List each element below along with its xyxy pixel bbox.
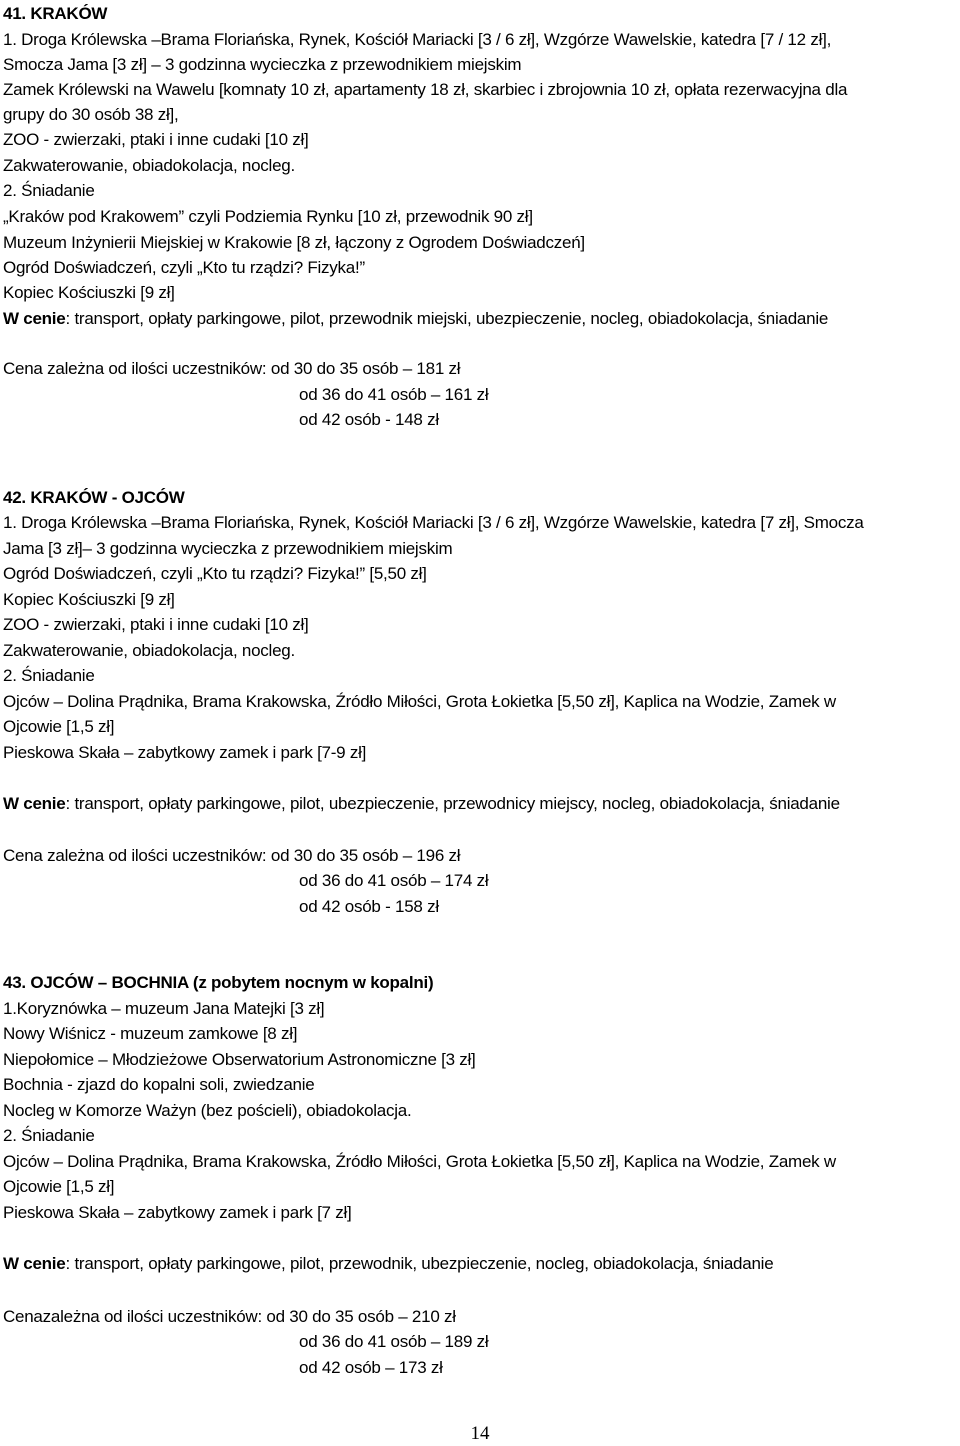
text-line: Kopiec Kościuszki [9 zł]	[3, 590, 175, 609]
price-includes-line	[3, 1252, 773, 1276]
text-line: Zakwaterowanie, obiadokolacja, nocleg.	[3, 641, 295, 660]
price-includes-line	[3, 792, 840, 816]
text-line: 2. Śniadanie	[3, 1126, 95, 1145]
text-line: ZOO - zwierzaki, ptaki i inne cudaki [10 zł]	[3, 615, 309, 634]
text-line: Ogród Doświadczeń, czyli „Kto tu rządzi? Fizyka!”	[3, 258, 365, 277]
text-line: Zamek Królewski na Wawelu [komnaty 10 zł, apartamenty 18 zł, skarbiec i zbrojownia 10 zł, opłata rezerwacyjna dla	[3, 80, 848, 99]
text-line: Niepołomice – Młodzieżowe Obserwatorium Astronomiczne [3 zł]	[3, 1050, 476, 1069]
price-includes-line	[3, 307, 828, 331]
price-includes-text: : transport, opłaty parkingowe, pilot, przewodnik miejski, ubezpieczenie, nocleg, obiadokolacja, śniadanie	[65, 309, 829, 328]
page-number: 14	[470, 1423, 490, 1444]
text-line: Zakwaterowanie, obiadokolacja, nocleg.	[3, 156, 295, 175]
text-line: 1.Koryznówka – muzeum Jana Matejki [3 zł]	[3, 999, 325, 1018]
cost-line: od 36 do 41 osób – 189 zł	[299, 1332, 489, 1351]
text-line: 1. Droga Królewska –Brama Floriańska, Rynek, Kościół Mariacki [3 / 6 zł], Wzgórze Wawelskie, katedra [7 / 12 zł],	[3, 30, 832, 49]
price-includes-text: : transport, opłaty parkingowe, pilot, przewodnik, ubezpieczenie, nocleg, obiadokolacja, śniadanie	[65, 1254, 774, 1273]
text-line: Pieskowa Skała – zabytkowy zamek i park [7-9 zł]	[3, 743, 367, 762]
cost-line: Cena zależna od ilości uczestników: od 30 do 35 osób – 181 zł	[3, 359, 461, 378]
cost-line: od 42 osób – 173 zł	[299, 1358, 443, 1377]
text-line: Ojcowie [1,5 zł]	[3, 717, 115, 736]
section-heading: 42. KRAKÓW - OJCÓW	[3, 488, 185, 507]
text-line: „Kraków pod Krakowem” czyli Podziemia Rynku [10 zł, przewodnik 90 zł]	[3, 207, 533, 226]
text-line: Jama [3 zł]– 3 godzinna wycieczka z przewodnikiem miejskim	[3, 539, 453, 558]
price-includes-text: : transport, opłaty parkingowe, pilot, ubezpieczenie, przewodnicy miejscy, nocleg, obiadokolacja, śniadanie	[65, 794, 840, 813]
text-line: Nowy Wiśnicz - muzeum zamkowe [8 zł]	[3, 1024, 298, 1043]
text-line: Ojcowie [1,5 zł]	[3, 1177, 115, 1196]
text-line: Bochnia - zjazd do kopalni soli, zwiedzanie	[3, 1075, 315, 1094]
text-line: Kopiec Kościuszki [9 zł]	[3, 283, 175, 302]
text-line: ZOO - zwierzaki, ptaki i inne cudaki [10 zł]	[3, 130, 309, 149]
cost-line: od 36 do 41 osób – 174 zł	[299, 871, 489, 890]
text-line: Nocleg w Komorze Ważyn (bez pościeli), obiadokolacja.	[3, 1101, 412, 1120]
section-heading: 43. OJCÓW – BOCHNIA (z pobytem nocnym w kopalni)	[3, 973, 434, 992]
text-line: Pieskowa Skała – zabytkowy zamek i park [7 zł]	[3, 1203, 352, 1222]
text-line: Smocza Jama [3 zł] – 3 godzinna wycieczka z przewodnikiem miejskim	[3, 55, 522, 74]
cost-line: Cena zależna od ilości uczestników: od 30 do 35 osób – 196 zł	[3, 846, 461, 865]
text-line: Ojców – Dolina Prądnika, Brama Krakowska, Źródło Miłości, Grota Łokietka [5,50 zł], Kaplica na Wodzie, Zamek w	[3, 1152, 836, 1171]
price-includes-label: W cenie	[3, 1254, 66, 1273]
cost-line: od 42 osób - 158 zł	[299, 897, 439, 916]
price-includes-label: W cenie	[3, 309, 66, 328]
text-line: 1. Droga Królewska –Brama Floriańska, Rynek, Kościół Mariacki [3 / 6 zł], Wzgórze Wawelskie, katedra [7 zł], Smocza	[3, 513, 864, 532]
cost-line: od 36 do 41 osób – 161 zł	[299, 385, 489, 404]
text-line: grupy do 30 osób 38 zł],	[3, 105, 179, 124]
cost-line: Cenazależna od ilości uczestników: od 30 do 35 osób – 210 zł	[3, 1307, 456, 1326]
price-includes-label: W cenie	[3, 794, 66, 813]
text-line: Ojców – Dolina Prądnika, Brama Krakowska, Źródło Miłości, Grota Łokietka [5,50 zł], Kaplica na Wodzie, Zamek w	[3, 692, 836, 711]
text-line: 2. Śniadanie	[3, 666, 95, 685]
cost-line: od 42 osób - 148 zł	[299, 410, 439, 429]
section-heading: 41. KRAKÓW	[3, 4, 108, 23]
text-line: Muzeum Inżynierii Miejskiej w Krakowie [8 zł, łączony z Ogrodem Doświadczeń]	[3, 233, 585, 252]
text-line: 2. Śniadanie	[3, 181, 95, 200]
text-line: Ogród Doświadczeń, czyli „Kto tu rządzi? Fizyka!” [5,50 zł]	[3, 564, 427, 583]
